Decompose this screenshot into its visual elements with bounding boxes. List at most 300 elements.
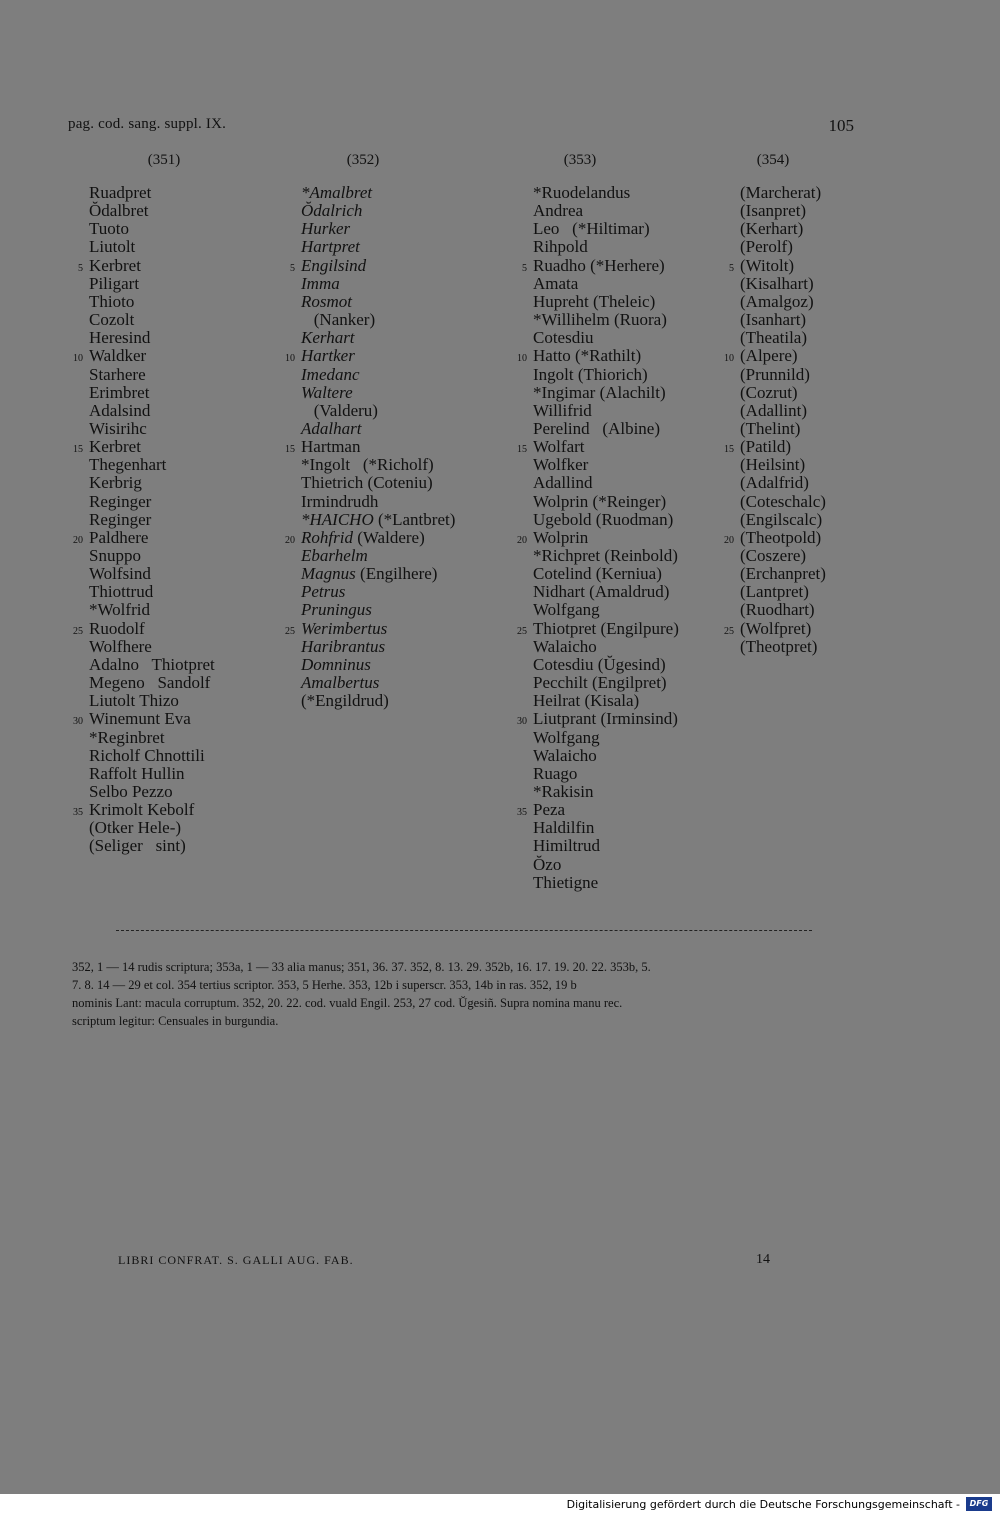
entry-text: Liutolt <box>89 237 136 257</box>
name-entry <box>89 547 141 565</box>
entry-text: Snuppo <box>89 546 141 565</box>
entry-text: Wolprin (*Reinger) <box>533 491 667 511</box>
name-entry <box>740 184 821 202</box>
name-entry <box>533 456 588 474</box>
entry-text: (Isanpret) <box>740 201 807 221</box>
entry-text: (Perolf) <box>740 237 793 257</box>
name-entry <box>301 202 362 220</box>
name-entry <box>89 220 129 238</box>
footnote-line: nominis Lant: macula corruptum. 352, 20. 22. cod. vuald Engil. 253, 27 cod. Ŭgesiñ. Supra nomina manu rec. <box>72 996 623 1010</box>
entry-text: (Witolt) <box>740 255 795 275</box>
entry-text: Adalsind <box>89 400 151 420</box>
name-entry <box>301 402 378 420</box>
name-entry <box>533 547 678 565</box>
entry-text: Kerbret <box>89 255 141 275</box>
entry-text: (Kerhart) <box>740 219 804 239</box>
name-entry <box>533 874 598 892</box>
entry-text: (Prunnild) <box>740 364 810 384</box>
entry-text: (Amalgoz) <box>740 291 814 311</box>
entry-text: Hupreht (Theleic) <box>533 291 656 311</box>
entry-text: Leo (*Hiltimar) <box>533 219 650 239</box>
entry-text: Rosmot <box>301 291 352 311</box>
entry-text: (Engilscalc) <box>740 509 823 529</box>
name-entry <box>724 618 812 638</box>
footnote-line: 7. 8. 14 — 29 et col. 354 tertius scriptor. 353, 5 Herhe. 353, 12b i superscr. 353, 14b in ras. 352, 19 b <box>72 978 577 992</box>
name-entry <box>78 255 141 275</box>
entry-text: Willifrid <box>533 400 592 420</box>
entry-text: Cotesdiu <box>533 328 594 348</box>
line-number: 20 <box>724 534 734 546</box>
running-head: pag. cod. sang. suppl. IX. <box>68 116 227 132</box>
name-entry <box>89 638 152 656</box>
entry-text: Kerbrig <box>89 473 142 493</box>
entry-text: Paldhere <box>89 527 149 547</box>
name-entry <box>89 747 205 765</box>
entry-text: *Rakisin <box>533 781 594 801</box>
name-entry <box>301 293 352 311</box>
line-number: 35 <box>73 807 83 819</box>
entry-text: Wolfgang <box>533 600 600 620</box>
name-entry <box>533 293 655 311</box>
name-entry <box>301 692 389 710</box>
entry-text: Tuoto <box>89 219 130 239</box>
entry-text: Reginger <box>89 491 152 511</box>
entry-text: *Ingimar (Alachilt) <box>533 382 666 402</box>
entry-text: (Lantpret) <box>740 582 809 602</box>
name-entry <box>301 583 345 601</box>
entry-text: (Cozrut) <box>740 382 798 402</box>
dfg-credit: Digitalisierung gefördert durch die Deutsche Forschungsgemeinschaft - <box>566 1498 960 1511</box>
dfg-banner <box>0 1494 1000 1514</box>
entry-text: *Richpret (Reinbold) <box>533 546 678 565</box>
entry-text: (Isanhart) <box>740 310 807 330</box>
name-entry <box>533 511 673 529</box>
entry-text: Walaicho <box>533 636 597 656</box>
name-entry <box>740 601 815 619</box>
entry-text: Kerbret <box>89 437 141 457</box>
name-entry <box>290 255 367 275</box>
entry-text: Starhere <box>89 364 146 384</box>
entry-text: Piligart <box>89 273 140 293</box>
name-entry <box>301 184 372 202</box>
name-entry <box>724 527 822 547</box>
entry-text: Amata <box>533 273 579 293</box>
name-entry <box>533 366 648 384</box>
name-entry <box>740 366 810 384</box>
line-number: 5 <box>78 262 83 274</box>
entry-text: Nidhart (Amaldrud) <box>533 582 670 602</box>
name-entry <box>285 618 388 638</box>
name-entry <box>89 238 135 256</box>
entry-text: Pruningus <box>301 600 372 620</box>
name-entry <box>517 800 566 820</box>
entry-text: (Marcherat) <box>740 183 822 202</box>
entry-text: Adallind <box>533 473 593 493</box>
entry-text: Ruadho (*Herhere) <box>533 255 665 275</box>
entry-text: Pecchilt (Engilpret) <box>533 673 667 693</box>
name-entry <box>740 474 809 492</box>
entry-text: Magnus (Engilhere) <box>301 564 438 584</box>
line-number: 20 <box>285 534 295 546</box>
entry-text: Engilsind <box>301 255 367 275</box>
entry-text: Heresind <box>89 328 151 348</box>
name-entry <box>89 184 151 202</box>
column-head-352: (352) <box>346 152 380 168</box>
name-entry <box>89 293 134 311</box>
entry-text: Perelind (Albine) <box>533 418 660 438</box>
entry-text: (Theatila) <box>740 328 808 348</box>
entry-text: Selbo Pezzo <box>89 781 173 801</box>
entry-text: Thioto <box>89 291 135 311</box>
entry-text: Thegenhart <box>89 455 167 475</box>
entry-text: Cotelind (Kerniua) <box>533 564 662 584</box>
name-entry <box>740 384 798 402</box>
name-entry <box>533 493 666 511</box>
entry-text: Thiotpret (Engilpure) <box>533 618 679 638</box>
name-entry <box>533 747 597 765</box>
entry-text: Hartman <box>301 437 361 457</box>
name-entry <box>89 402 150 420</box>
name-entry <box>301 220 350 238</box>
name-entry <box>740 402 807 420</box>
name-entry <box>533 184 630 202</box>
column-head-354: (354) <box>756 152 790 168</box>
entry-text: Ŏdalbret <box>89 201 149 221</box>
name-entry <box>89 765 185 783</box>
name-entry <box>724 437 791 457</box>
entry-text: (Nanker) <box>301 310 376 330</box>
entry-text: Ugebold (Ruodman) <box>533 509 674 529</box>
entry-text: Walaicho <box>533 745 597 765</box>
entry-text: Hatto (*Rathilt) <box>533 346 642 366</box>
entry-text: Ŏzo <box>533 854 562 874</box>
entry-text: *Willihelm (Ruora) <box>533 310 667 330</box>
name-entry <box>73 527 149 547</box>
name-entry <box>533 565 662 583</box>
entry-text: Heilrat (Kisala) <box>533 691 640 711</box>
footnote-rule <box>116 930 812 931</box>
name-entry <box>740 565 826 583</box>
name-entry <box>724 346 798 366</box>
name-entry <box>89 493 151 511</box>
name-entry <box>73 437 141 457</box>
entry-text: (Coszere) <box>740 546 807 565</box>
dfg-logo-icon[interactable]: DFG <box>966 1497 992 1511</box>
name-entry <box>740 511 822 529</box>
entry-text: Cotesdiu (Ŭgesind) <box>533 654 666 674</box>
entry-text: Domninus <box>301 654 371 674</box>
entry-text: Hartpret <box>301 237 360 257</box>
footnotes <box>72 958 862 1030</box>
name-entry <box>522 255 665 275</box>
name-entry <box>89 384 149 402</box>
entry-text: *HAICHO (*Lantbret) <box>301 509 456 529</box>
entry-text: Wolfgang <box>533 727 600 747</box>
line-number: 5 <box>290 262 295 274</box>
entry-text: (Patild) <box>740 437 791 457</box>
name-entry <box>533 402 592 420</box>
name-entry <box>533 311 667 329</box>
line-number: 20 <box>73 534 83 546</box>
entry-text: (Ruodhart) <box>740 600 815 620</box>
entry-text: Liutolt Thizo <box>89 691 179 711</box>
name-entry <box>740 493 826 511</box>
name-entry <box>89 583 153 601</box>
line-number: 15 <box>73 444 83 456</box>
name-entry <box>89 474 142 492</box>
entry-text: Cozolt <box>89 310 135 330</box>
entry-text: Megeno Sandolf <box>89 673 211 693</box>
name-entry <box>301 238 360 256</box>
entry-text: (Adallint) <box>740 400 808 420</box>
name-entry <box>301 311 375 329</box>
line-number: 10 <box>285 353 295 365</box>
name-entry <box>301 601 372 619</box>
entry-text: Rihpold <box>533 237 588 257</box>
entry-text: Reginger <box>89 509 152 529</box>
name-entry <box>301 565 437 583</box>
name-entry <box>301 656 371 674</box>
line-number: 30 <box>517 716 527 728</box>
entry-text: Andrea <box>533 201 584 221</box>
name-entry <box>301 420 361 438</box>
name-entry <box>89 275 139 293</box>
entry-text: Wolprin <box>533 527 589 547</box>
name-entry <box>89 674 210 692</box>
name-entry <box>740 311 806 329</box>
entry-text: Wolfart <box>533 437 585 457</box>
line-number: 15 <box>724 444 734 456</box>
name-entry <box>533 202 583 220</box>
name-entry <box>301 474 433 492</box>
entry-text: (Theotpret) <box>740 636 818 656</box>
entry-text: (Kisalhart) <box>740 273 814 293</box>
footnote-line: 352, 1 — 14 rudis scriptura; 353a, 1 — 33 alia manus; 351, 36. 37. 352, 8. 13. 29. 352b, 16. 17. 19. 20. 22. 353b, 5. <box>72 960 651 974</box>
name-entry <box>533 638 597 656</box>
entry-text: (Erchanpret) <box>740 564 826 584</box>
name-entry <box>533 474 593 492</box>
footer-title: LIBRI CONFRAT. S. GALLI AUG. FAB. <box>118 1253 354 1267</box>
name-entry <box>89 366 146 384</box>
name-entry <box>533 601 600 619</box>
entry-text: Haribrantus <box>301 636 386 656</box>
line-number: 10 <box>517 353 527 365</box>
entry-text: Winemunt Eva <box>89 709 191 729</box>
name-entry <box>301 456 434 474</box>
entry-text: Adalno Thiotpret <box>89 654 215 674</box>
entry-text: Waltere <box>301 382 353 402</box>
entry-text: Wolfker <box>533 455 589 475</box>
line-number: 25 <box>73 625 83 637</box>
name-entry <box>301 638 385 656</box>
entry-text: Rohfrid (Waldere) <box>301 527 425 547</box>
name-entry <box>73 618 145 638</box>
footer-signature: 14 <box>756 1252 770 1267</box>
entry-text: Kerhart <box>301 328 355 348</box>
entry-text: Himiltrud <box>533 836 601 856</box>
name-entry <box>89 329 150 347</box>
entry-text: Thiottrud <box>89 582 154 602</box>
entry-text: Thietrich (Coteniu) <box>301 473 433 493</box>
name-entry <box>89 837 186 855</box>
entry-text: Hartker <box>301 346 355 366</box>
name-entry <box>740 638 817 656</box>
entry-text: Thietigne <box>533 872 599 892</box>
entry-text: Raffolt Hullin <box>89 763 185 783</box>
name-entry <box>285 527 425 547</box>
line-number: 20 <box>517 534 527 546</box>
name-entry <box>301 384 353 402</box>
column-head-351: (351) <box>147 152 181 168</box>
page-number: 105 <box>828 116 854 135</box>
entry-text: Erimbret <box>89 382 150 402</box>
entry-text: (Heilsint) <box>740 455 806 475</box>
name-entry <box>89 565 151 583</box>
entry-text: (Theotpold) <box>740 527 822 547</box>
name-entry <box>301 547 368 565</box>
entry-text: Ŏdalrich <box>301 201 363 221</box>
entry-text: Ruodolf <box>89 618 145 638</box>
line-number: 35 <box>517 807 527 819</box>
entry-text: Hurker <box>301 219 351 239</box>
entry-text: (Adalfrid) <box>740 473 809 493</box>
entry-text: (Thelint) <box>740 418 801 438</box>
name-entry <box>533 729 600 747</box>
name-entry <box>517 346 642 366</box>
name-entry <box>740 583 809 601</box>
name-entry <box>740 202 806 220</box>
entry-text: Liutprant (Irminsind) <box>533 709 678 729</box>
line-number: 25 <box>285 625 295 637</box>
name-entry <box>89 511 151 529</box>
entry-text: *Ruodelandus <box>533 183 631 202</box>
entry-text: Haldilfin <box>533 818 595 838</box>
line-number: 5 <box>522 262 527 274</box>
name-entry <box>533 783 593 801</box>
name-entry <box>533 765 577 783</box>
name-entry <box>533 656 666 674</box>
name-entry <box>301 329 355 347</box>
entry-text: (Valderu) <box>301 400 378 420</box>
name-entry <box>533 238 588 256</box>
entry-text: *Reginbret <box>89 727 165 747</box>
entry-text: Ruadpret <box>89 183 152 202</box>
name-entry <box>740 238 793 256</box>
entry-text: (Alpere) <box>740 346 798 366</box>
entry-text: Wisirihc <box>89 418 147 438</box>
line-number: 15 <box>285 444 295 456</box>
entry-text: (Otker Hele-) <box>89 818 182 838</box>
name-entry <box>740 420 800 438</box>
name-entry <box>89 601 150 619</box>
entry-text: *Ingolt (*Richolf) <box>301 455 434 475</box>
name-entry <box>740 220 803 238</box>
name-entry <box>73 346 147 366</box>
name-entry <box>89 783 173 801</box>
line-number: 25 <box>724 625 734 637</box>
entry-text: Amalbertus <box>301 673 380 693</box>
name-entry <box>89 729 165 747</box>
entry-text: Ingolt (Thiorich) <box>533 364 648 384</box>
name-entry <box>517 527 589 547</box>
name-entry <box>533 220 650 238</box>
name-entry <box>533 837 600 855</box>
name-entry <box>533 692 639 710</box>
entry-text: Wolfsind <box>89 564 151 584</box>
entry-text: (Seliger sint) <box>89 836 186 856</box>
name-entry <box>89 692 179 710</box>
entry-text: (Wolfpret) <box>740 618 812 638</box>
name-entry <box>285 346 355 366</box>
column-head-353: (353) <box>563 152 597 168</box>
name-entry <box>533 819 594 837</box>
name-entry <box>301 493 378 511</box>
name-entry <box>740 547 806 565</box>
name-entry <box>89 819 181 837</box>
entry-text: Peza <box>533 800 566 820</box>
name-entry <box>517 709 678 729</box>
entry-text: (Coteschalc) <box>740 491 826 511</box>
entry-text: Krimolt Kebolf <box>89 800 195 820</box>
name-entry <box>89 202 148 220</box>
name-entry <box>740 275 814 293</box>
name-entry <box>89 656 215 674</box>
entry-text: Imma <box>301 273 340 293</box>
entry-text: Waldker <box>89 346 147 366</box>
entry-text: *Amalbret <box>301 183 373 202</box>
entry-text: Ruago <box>533 763 578 783</box>
name-entry <box>89 420 147 438</box>
footnote-line: scriptum legitur: Censuales in burgundia. <box>72 1014 279 1028</box>
entry-text: Petrus <box>301 582 346 602</box>
name-entry <box>533 583 669 601</box>
name-entry <box>740 293 814 311</box>
entry-text: (*Engildrud) <box>301 691 389 711</box>
name-entry <box>301 674 379 692</box>
name-entry <box>73 709 191 729</box>
entry-text: Ebarhelm <box>301 546 368 565</box>
name-entry <box>517 618 679 638</box>
name-entry <box>301 275 340 293</box>
name-entry <box>73 800 195 820</box>
entry-text: Irmindrudh <box>301 491 379 511</box>
name-entry <box>301 366 360 384</box>
name-entry <box>533 384 666 402</box>
name-entry <box>740 329 807 347</box>
name-entry <box>89 456 166 474</box>
line-number: 30 <box>73 716 83 728</box>
line-number: 25 <box>517 625 527 637</box>
name-entry <box>533 856 561 874</box>
entry-text: Adalhart <box>301 418 362 438</box>
name-entry <box>533 275 578 293</box>
name-entry <box>301 511 455 529</box>
entry-text: *Wolfrid <box>89 600 150 620</box>
line-number: 10 <box>73 353 83 365</box>
line-number: 5 <box>729 262 734 274</box>
line-number: 15 <box>517 444 527 456</box>
name-entry <box>729 255 795 275</box>
line-number: 10 <box>724 353 734 365</box>
name-entry <box>533 420 660 438</box>
name-entry <box>740 456 805 474</box>
entry-text: Werimbertus <box>301 618 388 638</box>
entry-text: Richolf Chnottili <box>89 745 205 765</box>
name-entry <box>533 329 593 347</box>
name-entry <box>517 437 585 457</box>
name-entry <box>533 674 667 692</box>
entry-text: Wolfhere <box>89 636 152 656</box>
